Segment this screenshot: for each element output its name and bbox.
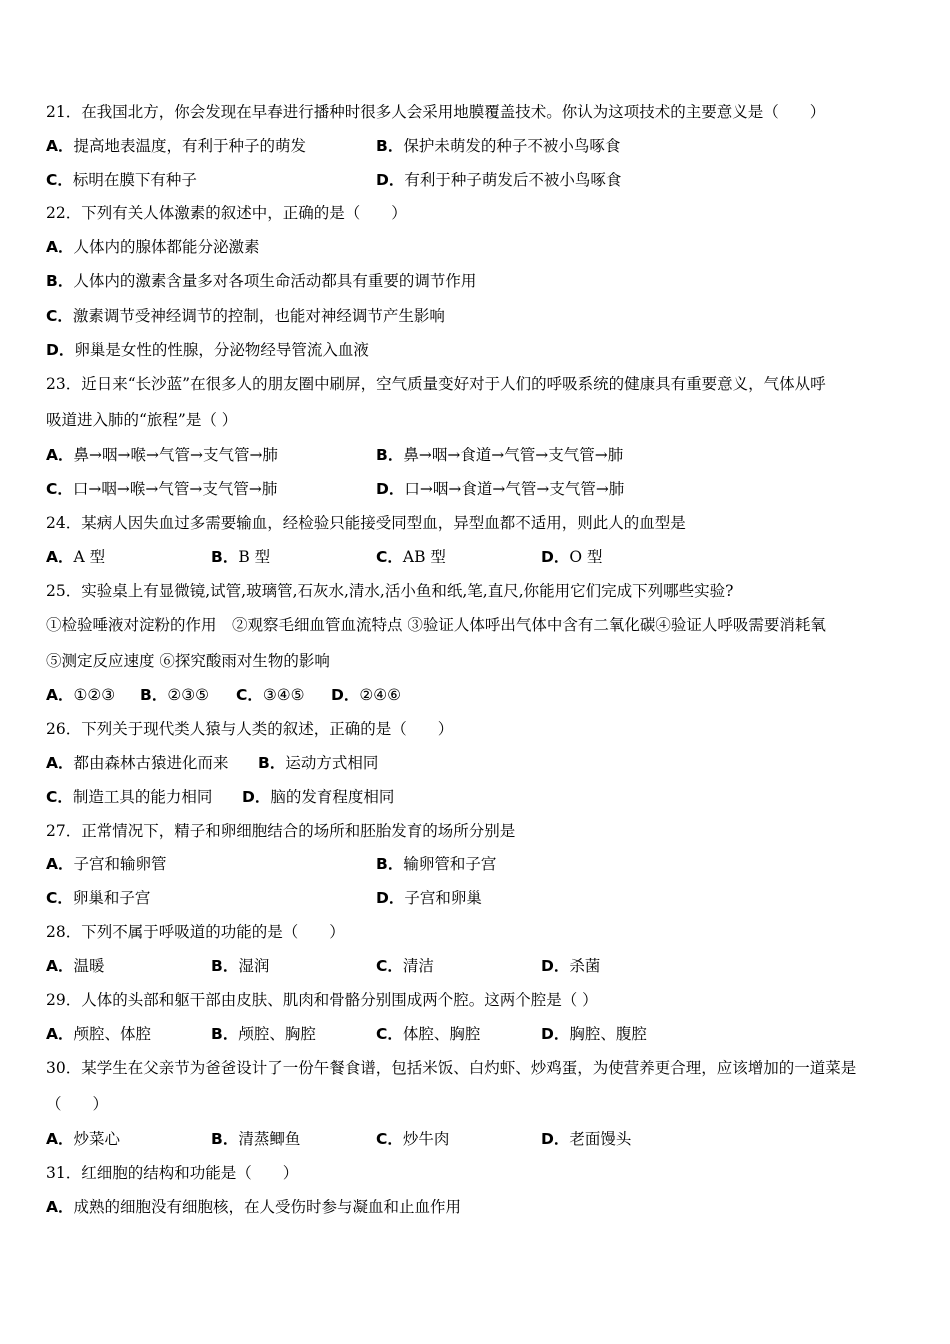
q30-option-d: D．老面馒头 <box>541 1130 632 1148</box>
question-27-stem: 27．正常情况下，精子和卵细胞结合的场所和胚胎发育的场所分别是 <box>46 822 516 840</box>
q22-option-c: C．激素调节受神经调节的控制，也能对神经调节产生影响 <box>46 307 445 325</box>
q31-option-a: A．成熟的细胞没有细胞核，在人受伤时参与凝血和止血作用 <box>46 1198 462 1216</box>
question-31-stem: 31．红细胞的结构和功能是（ ） <box>46 1164 299 1182</box>
q21-option-c: C．标明在膜下有种子 <box>46 171 197 189</box>
q21-option-b: B．保护未萌发的种子不被小鸟啄食 <box>376 137 621 155</box>
q27-option-c: C．卵巢和子宫 <box>46 889 151 907</box>
q28-option-a: A．温暖 <box>46 957 105 975</box>
q23-option-a: A．鼻→咽→喉→气管→支气管→肺 <box>46 446 278 464</box>
question-21-stem: 21．在我国北方，你会发现在早春进行播种时很多人会采用地膜覆盖技术。你认为这项技术的主要意义是（ ） <box>46 103 826 121</box>
q28-option-c: C．清洁 <box>376 957 434 975</box>
question-25-items-line2: ⑤测定反应速度 ⑥探究酸雨对生物的影响 <box>46 652 330 670</box>
q27-option-d: D．子宫和卵巢 <box>376 889 482 907</box>
q27-option-b: B．输卵管和子宫 <box>376 855 497 873</box>
q22-option-a: A．人体内的腺体都能分泌激素 <box>46 238 260 256</box>
question-22-stem: 22．下列有关人体激素的叙述中，正确的是（ ） <box>46 204 407 222</box>
question-23-stem-line2: 吸道进入肺的“旅程”是（ ） <box>46 411 238 429</box>
q30-option-a: A．炒菜心 <box>46 1130 121 1148</box>
q25-option-b: B．②③⑤ <box>140 686 210 704</box>
q29-option-d: D．胸腔、腹腔 <box>541 1025 647 1043</box>
q23-option-b: B．鼻→咽→食道→气管→支气管→肺 <box>376 446 624 464</box>
q22-option-d: D．卵巢是女性的性腺，分泌物经导管流入血液 <box>46 341 369 359</box>
q25-option-a: A．①②③ <box>46 686 116 704</box>
q26-option-d: D．脑的发育程度相同 <box>242 788 395 806</box>
q26-option-c: C．制造工具的能力相同 <box>46 788 213 806</box>
q23-option-d: D．口→咽→食道→气管→支气管→肺 <box>376 480 625 498</box>
q24-option-b: B．B 型 <box>211 548 271 566</box>
question-28-stem: 28．下列不属于呼吸道的功能的是（ ） <box>46 923 345 941</box>
question-30-stem-line1: 30．某学生在父亲节为爸爸设计了一份午餐食谱，包括米饭、白灼虾、炒鸡蛋，为使营养更合理，应该增加的一道菜是 <box>46 1059 857 1077</box>
q25-option-d: D．②④⑥ <box>331 686 402 704</box>
question-23-stem-line1: 23．近日来“长沙蓝”在很多人的朋友圈中刷屏，空气质量变好对于人们的呼吸系统的健康具有重要意义，气体从呼 <box>46 375 826 393</box>
question-30-stem-line2: （ ） <box>46 1095 109 1113</box>
q26-option-b: B．运动方式相同 <box>258 754 379 772</box>
question-26-stem: 26．下列关于现代类人猿与人类的叙述，正确的是（ ） <box>46 720 454 738</box>
question-25-items-line1: ①检验唾液对淀粉的作用 ②观察毛细血管血流特点 ③验证人体呼出气体中含有二氧化碳④验证人呼吸需要消耗氧 <box>46 616 826 634</box>
question-25-stem: 25．实验桌上有显微镜,试管,玻璃管,石灰水,清水,活小鱼和纸,笔,直尺,你能用它们完成下列哪些实验? <box>46 582 734 600</box>
q29-option-a: A．颅腔、体腔 <box>46 1025 152 1043</box>
q26-option-a: A．都由森林古猿进化而来 <box>46 754 229 772</box>
q23-option-c: C．口→咽→喉→气管→支气管→肺 <box>46 480 278 498</box>
q24-option-a: A．A 型 <box>46 548 106 566</box>
q28-option-d: D．杀菌 <box>541 957 601 975</box>
q24-option-d: D．O 型 <box>541 548 603 566</box>
q29-option-c: C．体腔、胸腔 <box>376 1025 481 1043</box>
q21-option-d: D．有利于种子萌发后不被小鸟啄食 <box>376 171 622 189</box>
q29-option-b: B．颅腔、胸腔 <box>211 1025 316 1043</box>
q24-option-c: C．AB 型 <box>376 548 446 566</box>
q30-option-b: B．清蒸鲫鱼 <box>211 1130 301 1148</box>
q28-option-b: B．湿润 <box>211 957 270 975</box>
question-29-stem: 29．人体的头部和躯干部由皮肤、肌肉和骨骼分别围成两个腔。这两个腔是（ ） <box>46 991 598 1009</box>
q22-option-b: B．人体内的激素含量多对各项生命活动都具有重要的调节作用 <box>46 272 477 290</box>
q21-option-a: A．提高地表温度，有利于种子的萌发 <box>46 137 307 155</box>
q25-option-c: C．③④⑤ <box>236 686 305 704</box>
question-24-stem: 24．某病人因失血过多需要输血，经检验只能接受同型血，异型血都不适用，则此人的血型是 <box>46 514 686 532</box>
q30-option-c: C．炒牛肉 <box>376 1130 450 1148</box>
q27-option-a: A．子宫和输卵管 <box>46 855 167 873</box>
